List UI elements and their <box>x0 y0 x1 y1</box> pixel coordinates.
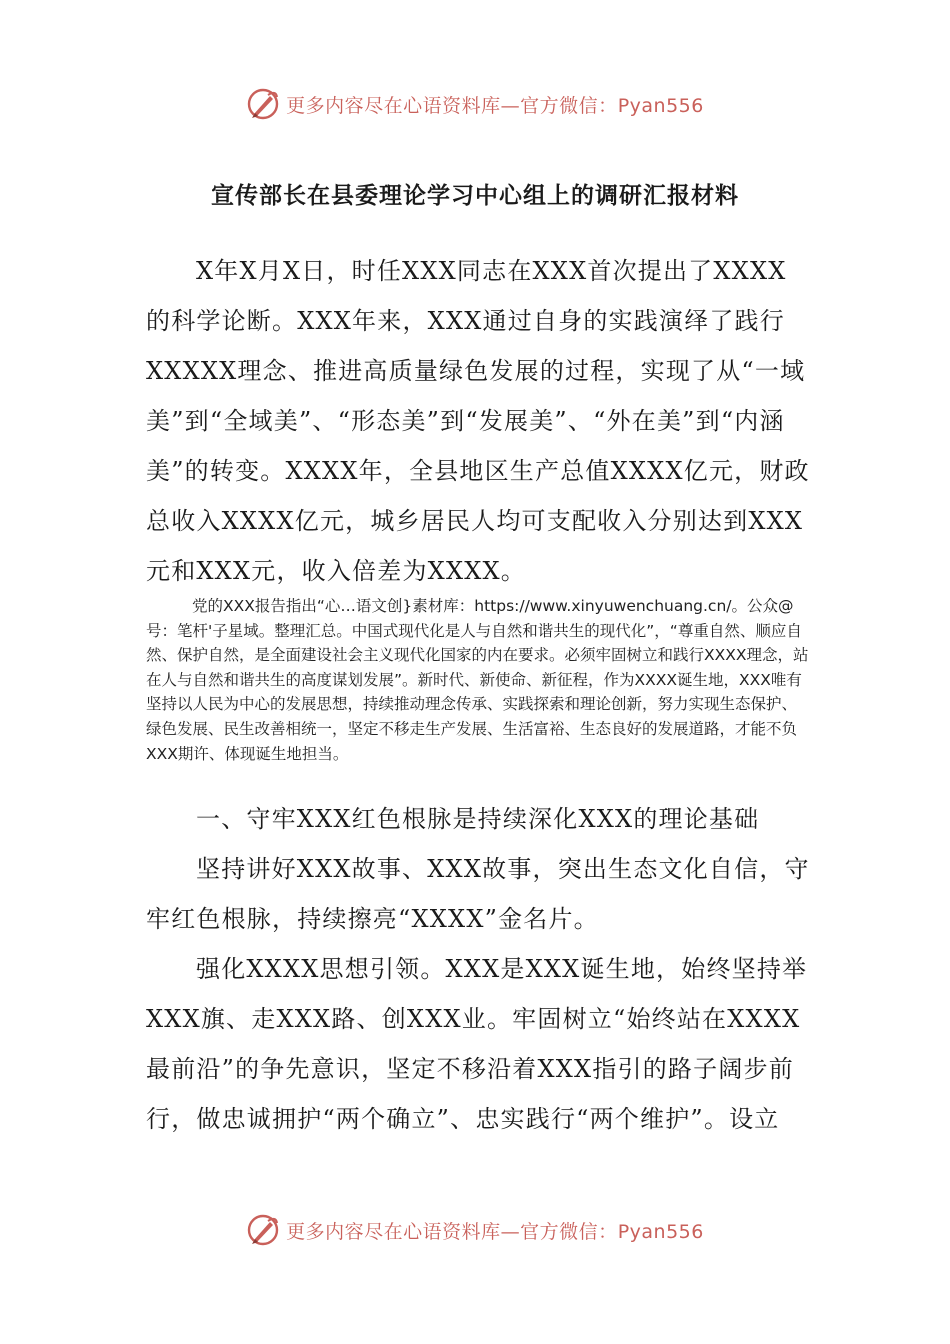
section-heading-1: 一、守牢XXX红色根脉是持续深化XXX的理论基础 <box>196 805 760 833</box>
footer-watermark-banner <box>0 1208 950 1252</box>
banner-wechat-label: 官方微信： <box>520 94 618 117</box>
document-title: 宣传部长在县委理论学习中心组上的调研汇报材料 <box>211 183 739 209</box>
banner-site-text: 更多内容尽在心语资料库 <box>286 1220 501 1243</box>
paragraph-thought-guidance: 强化XXXX思想引领。XXX是XXX诞生地，始终坚持举XXX旗、走XXX路、创XXX业。牢固树立“始终站在XXXX最前沿”的争先意识，坚定不移沿着XXX指引的路子阔步前行，做忠诚拥护“两个确立”、忠实践行“两个维护”。设立 <box>146 955 808 1133</box>
small-text-section <box>146 594 810 766</box>
banner-site-text: 更多内容尽在心语资料库 <box>286 94 501 117</box>
paragraph-red-roots: 坚持讲好XXX故事、XXX故事，突出生态文化自信，守牢红色根脉，持续擦亮“XXXX”金名片。 <box>146 855 810 933</box>
paragraph-intro: X年X月X日，时任XXX同志在XXX首次提出了XXXX的科学论断。XXX年来，XXX通过自身的实践演绎了践行XXXXX理念、推进高质量绿色发展的过程，实现了从“一域美”到“全域美”、“形态美”到“发展美”、“外在美”到“内涵美”的转变。XXXX年，全县地区生产总值XXXX亿元，财政总收入XXXX亿元，城乡居民人均可支配收入分别达到XXX元和XXX元，收入倍差为XXXX。 <box>146 257 810 585</box>
paragraph-report-quote: 党的XXX报告指出“心…语文创}素材库：https://www.xinyuwenchuang.cn/。公众@号：笔杆'子星域。整理汇总。中国式现代化是人与自然和谐共生的现代化”，“尊重自然、顺应自然、保护自然，是全面建设社会主义现代化国家的内在要求。必须牢固树立和践行XXXX理念，站在人与自然和谐共生的高度谋划发展”。新时代、新使命、新征程，作为XXXX诞生地，XXX唯有坚持以人民为中心的发展思想，持续推动理念传承、实践探索和理论创新，努力实现生态保护、绿色发展、民生改善相统一，坚定不移走生产发展、生活富裕、生态良好的发展道路，才能不负XXX期许、体现诞生地担当。 <box>146 597 809 763</box>
pen-logo-icon <box>246 1213 280 1247</box>
banner-wechat-id: Pyan556 <box>617 1220 704 1243</box>
banner-wechat-id: Pyan556 <box>617 94 704 117</box>
body-section-2 <box>146 794 810 1144</box>
banner-dash: — <box>500 1220 521 1243</box>
banner-dash: — <box>500 94 521 117</box>
banner-wechat-label: 官方微信： <box>520 1220 618 1243</box>
pen-logo-icon <box>246 87 280 121</box>
body-section-1 <box>146 246 810 596</box>
header-watermark-banner <box>0 82 950 126</box>
